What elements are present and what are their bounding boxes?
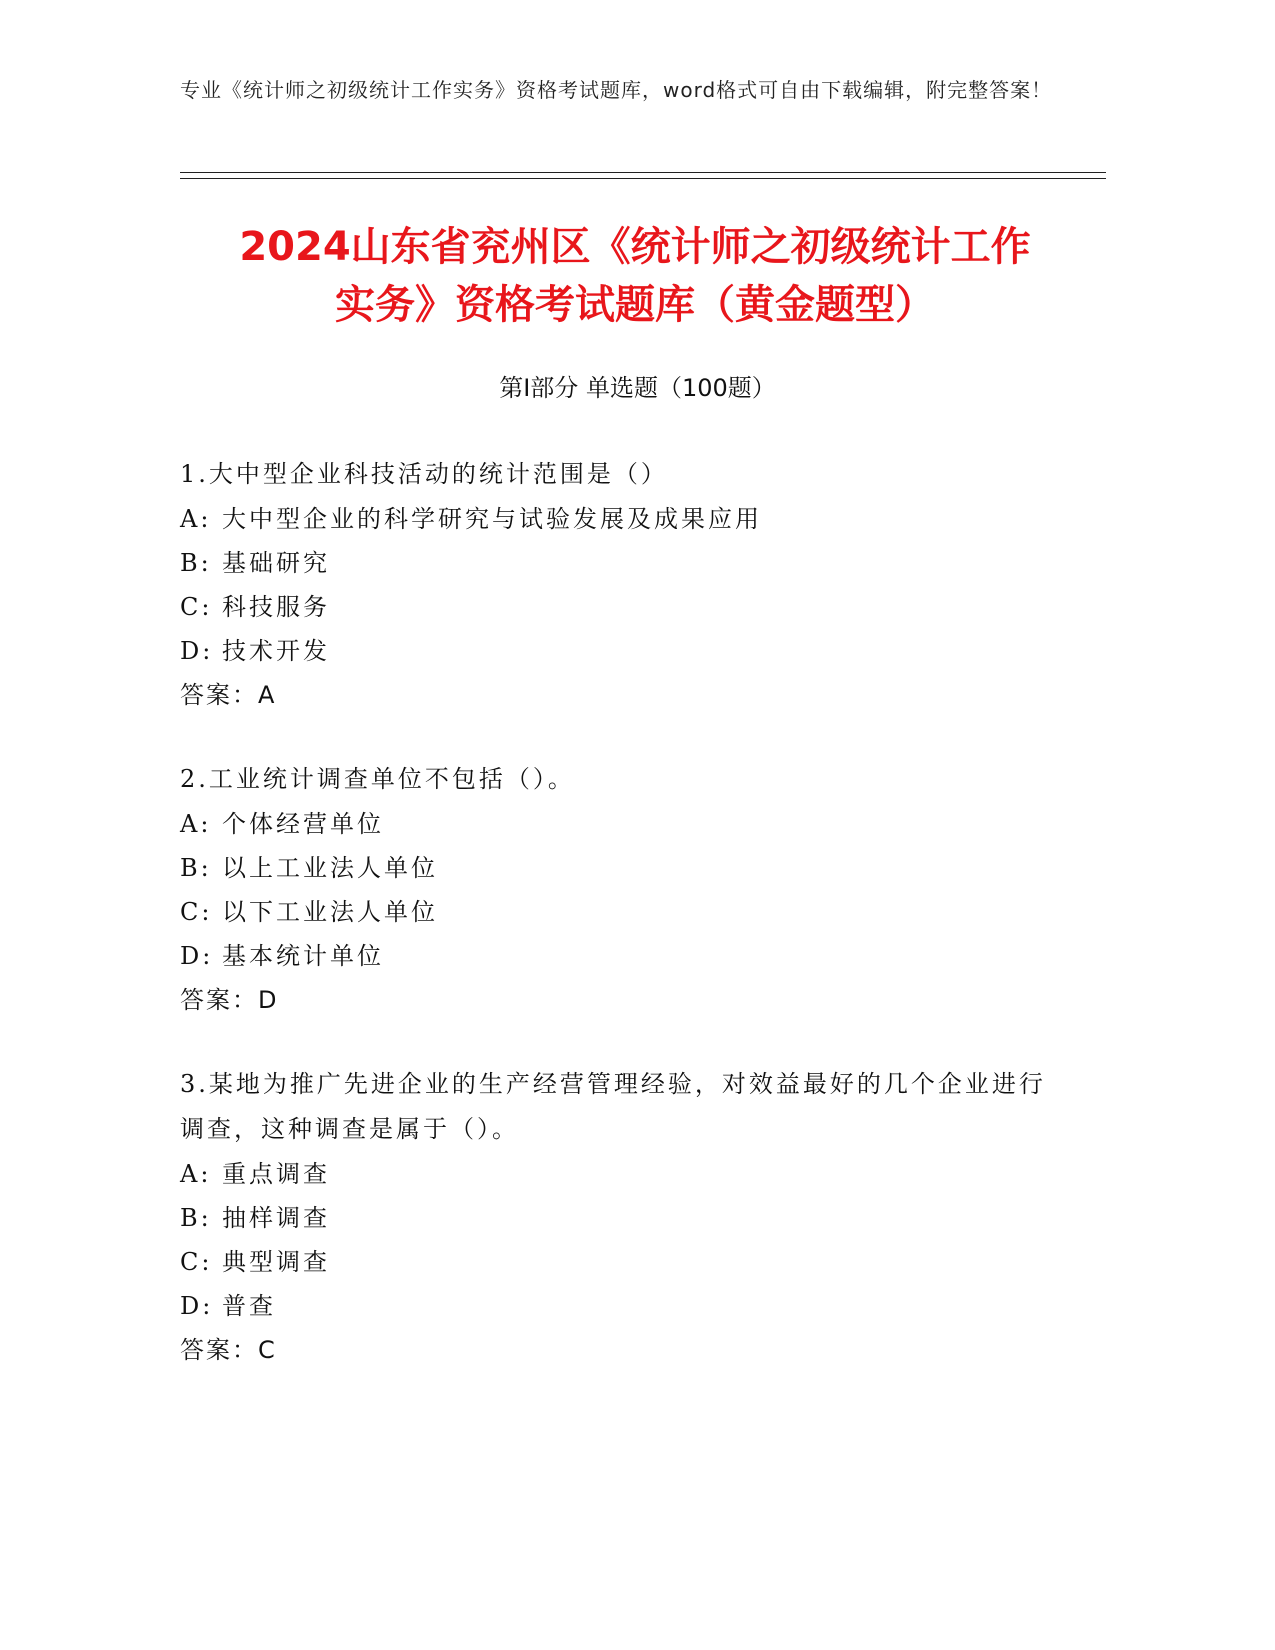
option-letter: A:: [180, 1160, 212, 1188]
option-b: [180, 846, 1060, 890]
title-line-1: 2024山东省兖州区《统计师之初级统计工作: [239, 224, 1031, 270]
option-letter: C:: [180, 1248, 213, 1276]
option-text: 以上工业法人单位: [222, 854, 438, 882]
option-b: [180, 1196, 1060, 1240]
option-c: [180, 890, 1060, 934]
question-stem: 2.工业统计调查单位不包括（）。: [180, 765, 575, 793]
option-a: [180, 497, 1060, 541]
answer-line: 答案：A: [180, 681, 277, 709]
option-letter: A:: [180, 810, 212, 838]
question-stem: 1.大中型企业科技活动的统计范围是（）: [180, 460, 668, 488]
option-text: 技术开发: [222, 637, 330, 665]
option-a: [180, 802, 1060, 846]
option-d: [180, 1284, 1060, 1328]
option-text: 个体经营单位: [222, 810, 384, 838]
option-letter: A:: [180, 505, 212, 533]
option-letter: C:: [180, 898, 213, 926]
option-d: [180, 629, 1060, 673]
option-text: 基本统计单位: [222, 942, 384, 970]
answer-line: 答案：C: [180, 1336, 277, 1364]
option-letter: D:: [180, 637, 214, 665]
option-letter: B:: [180, 549, 212, 577]
option-letter: B:: [180, 1204, 212, 1232]
question-stem: 3.某地为推广先进企业的生产经营管理经验，对效益最好的几个企业进行调查，这种调查是属于（）。: [180, 1070, 1046, 1143]
option-text: 大中型企业的科学研究与试验发展及成果应用: [222, 505, 762, 533]
document-title: [140, 218, 1130, 334]
option-d: [180, 934, 1060, 978]
title-line-2: 实务》资格考试题库（黄金题型）: [335, 282, 935, 328]
option-text: 典型调查: [222, 1248, 330, 1276]
question-block: [180, 1062, 1060, 1372]
option-letter: D:: [180, 1292, 214, 1320]
option-letter: B:: [180, 854, 212, 882]
option-a: [180, 1152, 1060, 1196]
header-note: 专业《统计师之初级统计工作实务》资格考试题库，word格式可自由下载编辑，附完整答案！: [180, 78, 1053, 102]
option-text: 基础研究: [222, 549, 330, 577]
section-heading: 第Ⅰ部分 单选题（100题）: [499, 374, 776, 402]
option-text: 抽样调查: [222, 1204, 330, 1232]
question-block: [180, 452, 1060, 717]
answer-line: 答案：D: [180, 986, 279, 1014]
option-text: 普查: [222, 1292, 276, 1320]
option-text: 重点调查: [222, 1160, 330, 1188]
option-c: [180, 585, 1060, 629]
option-letter: C:: [180, 593, 213, 621]
option-text: 科技服务: [222, 593, 330, 621]
question-block: [180, 757, 1060, 1022]
option-letter: D:: [180, 942, 214, 970]
option-b: [180, 541, 1060, 585]
header-divider-top: [180, 172, 1106, 173]
option-text: 以下工业法人单位: [222, 898, 438, 926]
header-divider-bottom: [180, 178, 1106, 179]
option-c: [180, 1240, 1060, 1284]
